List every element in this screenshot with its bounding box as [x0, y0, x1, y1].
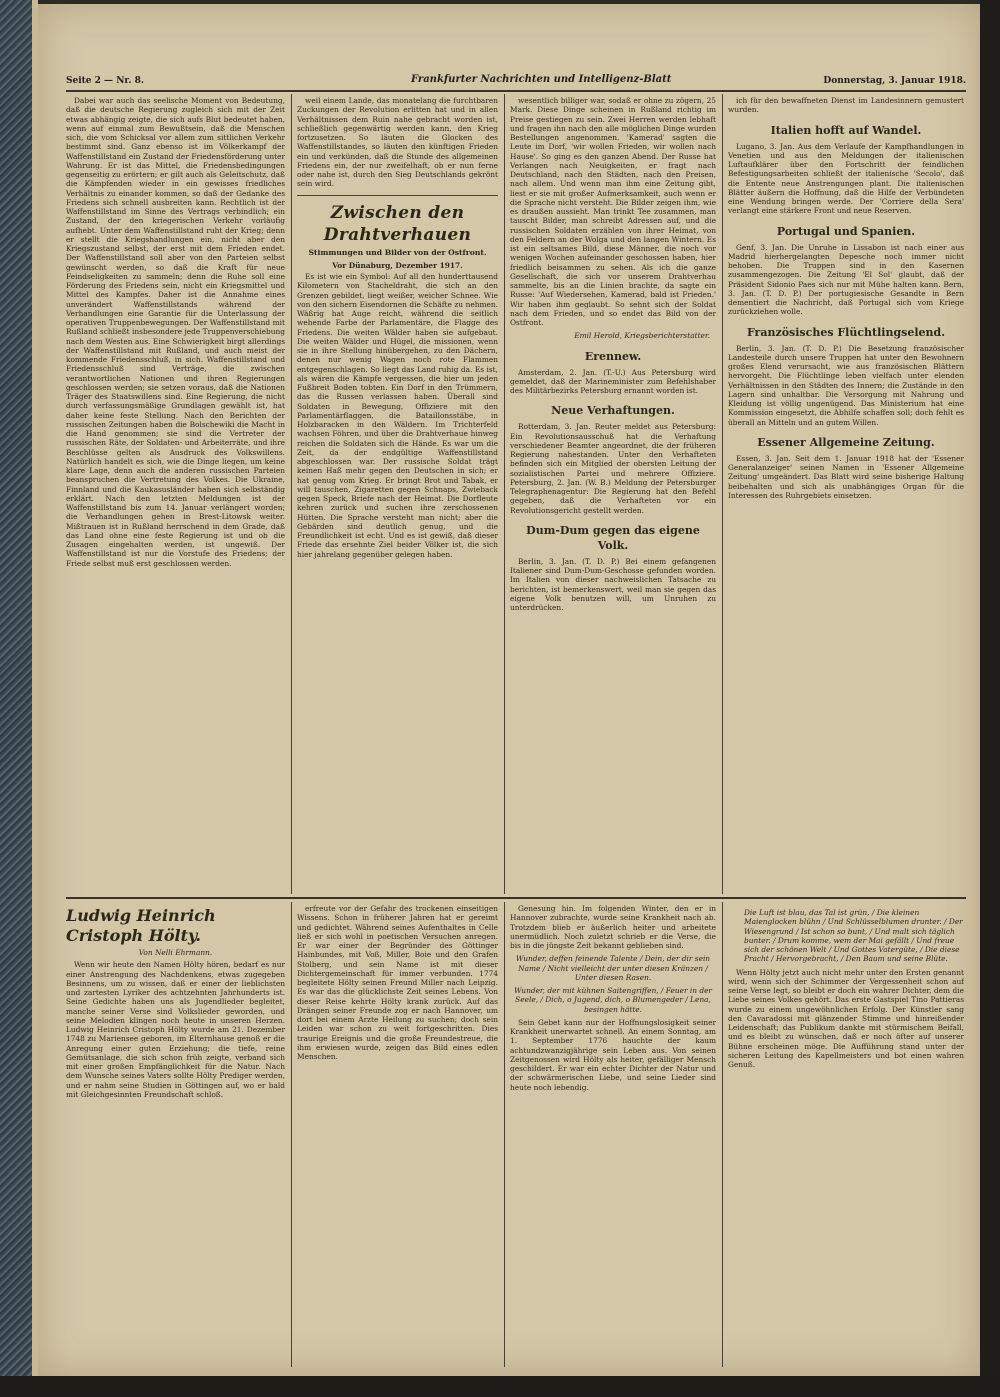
- headline-verhaftungen: Neue Verhaftungen.: [551, 404, 675, 418]
- article-column-3: [510, 96, 716, 892]
- feuilleton-text: Genesung hin. Im folgenden Winter, den er in Hannover zubrachte, wurde seine Krankheit nach ab. Trotzdem blieb er äußerlich heiter und arbeitete unermüdlich. Noch zuletzt schrieb er die Verse, die bis in die jüngste Zeit bekannt geblieben sind.: [510, 904, 716, 950]
- headline-essener: Essener Allgemeine Zeitung.: [757, 435, 935, 449]
- article-text: Es ist wie ein Symbol: Auf all den hunderttausend Kilometern von Stacheldraht, die sich an den Grenzen gebildet, liegt weißer, weicher Schnee. Wie von den sichern Eisendornen die Schäfte zu nehmen. Wäßrig hat Auge reicht, während die seitlich wehende Farbe der Parlamentäre, die Flagge des Friedens. Die weiten Wälder haben sie aufgebaut. Die weiten Wälder und Hügel, die missionen, wenn sie in ihre Stellung hinübergehen, zu den Dächern, denen nur wenig Wagen noch rote Flammen entgegenschlagen. So liegt das Land ruhig da. Es ist, als wären die Kämpfe vergessen, die hier um jeden Fußbreit Boden tobten. Ein Dorf in den Trümmern, das die Russen verlassen haben. Überall sind Soldaten in Bewegung, Offiziere mit den Parlamentärflaggen, die Bataillonsstäbe, in Holzbaracken in den Wäldern. Im Trichterfeld wachsen Föhren, und über die Drahtverhaue hinweg reichen die Soldaten sich die Hände. Es war um die Zeit, da der endgültige Waffenstillstand abgeschlossen war. Der russische Soldat trägt keinen Haß mehr gegen den Deutschen in sich; er hat genug vom Krieg. Er bringt Brot und Tabak, er will tauschen, Zigaretten gegen Schnaps, Zwieback gegen Speck, Briefe nach der Heimat. Die Dorfleute kehren zurück und suchen ihre zerschossenen Hütten. Die Sprache versteht man nicht; aber die Gebärden sind deutlich genug, und die Freundlichkeit ist echt. Und es ist gewiß, daß dieser Friede das ersehnte Ziel beider Völker ist, die sich hier jahrelang gegenüber gelegen haben.: [297, 272, 498, 559]
- feuilleton-text: Wenn wir heute den Namen Hölty hören, bedarf es nur einer Anstrengung des Nachdenkens, etwas zugegeben Besinnens, um zu wissen, daß er einer der lieblichsten und zartesten Lyriker des achtzehnten Jahrhunderts ist. Seine Gedichte haben uns als Jugendlieder begleitet, manche seiner Verse sind Volkslieder geworden, und seine Melodien klingen noch heute in unseren Herzen. Ludwig Heinrich Cristoph Hölty wurde am 21. Dezember 1748 zu Mariensee geboren, im Elternhause genoß er die Anregung einer guten Erziehung; die tiefe, reine Gemütsanlage, die sich schon früh zeigte, verband sich mit einer großen Empfänglichkeit für die Natur. Nach dem Wunsche seines Vaters sollte Hölty Prediger werden, und er nahm seine Studien in Göttingen auf, wo er bald mit Gleichgesinnten Freundschaft schloß.: [66, 960, 285, 1099]
- headline-fluechtlinge: Französisches Flüchtlingselend.: [746, 325, 946, 339]
- feuilleton-text: Wenn Hölty jetzt auch nicht mehr unter den Ersten genannt wird, wenn sich der Schimmer der Vergessenheit schon auf seine Verse legt, so bleibt er doch ein wahrer Dichter, dem die Liebe seines Volkes gehört. Das erste Gastspiel Tino Pattieras wurde zu einem ungewöhnlichen Erfolg. Der Künstler sang den Cavaradossi mit glänzender Stimme und hinreißender Leidenschaft; das Publikum dankte mit stürmischem Beifall, und es bleibt zu wünschen, daß er noch öfter auf unserer Bühne erscheinen möge. Die Aufführung stand unter der sicheren Leitung des Kapellmeisters und bot einen wahren Genuß.: [728, 967, 964, 1069]
- article-text: Berlin, 3. Jan. (T. D. P.) Bei einem gefangenen Italiener sind Dum-Dum-Geschosse gefunden worden. Im Italien von dieser nachweislichen Tatsache zu berichten, ist bemerkenswert, weil man sie gegen das eigene Volk benutzen will, um Unruhen zu unterdrücken.: [510, 556, 716, 612]
- feuilleton-text: Sein Gebet kann nur der Hoffnungslosigkeit seiner Krankheit unerwartet schnell. An einem Sonntag, am 1. September 1776 hauchte der kaum achtundzwanzigjährige sein Leben aus. Von seinen Zeitgenossen wird Hölty als heiter, gefälliger Mensch geschildert. Er war ein echter Dichter der Natur und der schwärmerischen Liebe, und seine Lieder sind heute noch lebendig.: [510, 1017, 716, 1092]
- headline-portugal: Portugal und Spanien.: [776, 224, 916, 238]
- header-rule: [66, 90, 966, 92]
- page-number: Seite 2 — Nr. 8.: [66, 76, 144, 86]
- feuilleton-byline: Von Nelli Ehrmann.: [138, 948, 213, 957]
- headline-drahtverhaue: Zwischen den Drahtverhauen: [323, 202, 472, 245]
- headline-italien: Italien hofft auf Wandel.: [770, 123, 922, 137]
- poem-stanza: Wunder, der mit kühnen Saitengriffen, / Feuer in der Seele, / Dich, o Jugend, dich, o Blumengeder / Lena, besingen hätte.: [514, 986, 712, 1014]
- article-text: ich für den bewaffneten Dienst im Landesinnern gemustert wurden.: [728, 96, 964, 115]
- article-text: Dabei war auch das seelische Moment von Bedeutung, daß die deutsche Regierung zugleich sich mit der Zeit etwas abhängig zeigte, die sich aufs Blut bedeutet haben, wenn auf einmal zum Bewußtsein, daß die Menschen sich, die vom Schicksal vor allem zum sittlichen Verkehr bestimmt sind. Ganz ebenso ist im Völkerkampf der Waffenstillstand ein Zustand der Friedensförderung unter Wahrung. Er ist das Mittel, die Friedensbedingungen gegenseitig zu erörtern; er gilt auch als Geleitschutz, daß die Kämpfenden wieder in ein gewisses friedliches Verhältnis zu einander kommen, so daß der Gedanke des Friedens sich schnell ausbreiten kann. Rechtlich ist der Waffenstillstand im Sinne des Vertrags verbindlich; ein Zustand, der den kriegerischen Verkehr vorläufig aufhebt. Unter dem Waffenstillstand ruht der Krieg; denn er stellt die Kriegshandlungen ein, nicht aber den Kriegszustand selbst, der erst mit dem Frieden endet. Der Waffenstillstand soll aber von den Parteien selbst gewünscht werden, so daß die Kraft für neue Feindseligkeiten zu sammeln; denn die Ruhe soll eine Förderung des Friedens sein, nicht ein Kriegsmittel und Mittel des Kampfes. Daher ist die Annahme eines unverändert Waffenstillstands während der Verhandlungen eine Garantie für die Unterlassung der operativen Truppenbewegungen. Der Waffenstillstand mit Rußland schließt insbesondere jede Truppenverschiebung nach dem Westen aus. Eine Schwierigkeit birgt allerdings der Waffenstillstand mit Rußland, und auch meist der kommende Friedensschluß, in sich. Waffenstillstand und Friedensschluß sind Verträge, die zwischen verantwortlichen Nationen und ihren Regierungen geschlossen werden; sie setzen voraus, daß die Nationen Träger des Staatswillens sind. Eine Regierung, die nicht durch verfassungsmäßige Grundlagen gewählt ist, hat daher keine feste Stellung. Nach den Berichten der russischen Zeitungen haben die Bolschewiki die Macht in die Hand genommen; sie sind die Vertreter der russischen Räte, der Soldaten- und Arbeiterräte, und ihre Beschlüsse gelten als Ausdruck des Volkswillens. Natürlich handelt es sich, wie die Dinge liegen, um keine klare Lage, denn auch die anderen russischen Parteien beanspruchen die Vertretung des Volkes. Die Ukraine, Finnland und die Kaukasusländer haben sich selbständig erklärt. Nach den letzten Meldungen ist der Waffenstillstand bis zum 14. Januar verlängert worden; die Verhandlungen gehen in Brest-Litowsk weiter. Mißtrauen ist in Rußland herrschend in dem Grade, daß das Land ohne eine feste Regierung ist und ob die Zusagen eingehalten werden, ist ungewiß. Der Waffenstillstand ist nur die Vorstufe des Friedens; der Friede selbst muß erst geschlossen werden.: [66, 96, 285, 568]
- article-column-4: [728, 96, 964, 892]
- subheadline: Stimmungen und Bilder von der Ostfront.: [308, 247, 487, 257]
- article-text: Rotterdam, 3. Jan. Reuter meldet aus Petersburg: Ein Revolutionsausschuß hat die Verhaftung verschiedener Beamter angeordnet, die der früheren Regierung nahestanden. Unter den Verhafteten befinden sich ein Mitglied der obersten Leitung der sozialistischen Partei und mehrere Offiziere. Petersburg, 2. Jan. (W. B.) Meldung der Petersburger Telegraphenagentur: Die Regierung hat den Befehl gegeben, daß die Verhafteten vor ein Revolutionsgericht gestellt werden.: [510, 422, 716, 515]
- column-divider: [722, 902, 723, 1367]
- headline-erennew: Erennew.: [584, 349, 642, 363]
- article-text: weil einem Lande, das monatelang die furchtbaren Zuckungen der Revolution erlitten hat und in allen Verhältnissen dem Ruin nahe gebracht worden ist, schließlich gegenwärtig werden kann, den Krieg fortzusetzen. So läuten die Glocken des Waffenstillstandes, so läuten den künftigen Frieden ein und verkünden, daß die Stunde des allgemeinen Friedens ein, der nur zweifelhaft, ob er nun ferne oder nahe ist, durch den Sieg Deutschlands gekrönt sein wird.: [297, 96, 498, 189]
- article-column-1: [66, 96, 285, 892]
- book-binding: [0, 0, 32, 1397]
- issue-date: Donnerstag, 3. Januar 1918.: [823, 76, 966, 86]
- article-text: Amsterdam, 2. Jan. (T.-U.) Aus Petersburg wird gemeldet, daß der Marineminister zum Befehlshaber des Militärbezirks Petersburg ernannt worden ist.: [510, 367, 716, 395]
- column-divider: [504, 902, 505, 1367]
- column-divider: [291, 94, 292, 894]
- poem-stanza: Die Luft ist blau, das Tal ist grün, / Die kleinen Maienglocken blühn / Und Schlüsselblumen drunter. / Der Wiesengrund / Ist schon so bunt, / Und malt sich täglich bunter. / Drum komme, wem der Mai gefällt / Und freue sich der schönen Welt / Und Gottes Vatergüte, / Die diese Pracht / Hervorgebracht, / Den Baum und seine Blüte.: [744, 908, 963, 964]
- headline-dumdum: Dum-Dum gegen das eigene Volk.: [526, 523, 700, 552]
- feuilleton-column-4: [728, 904, 964, 1366]
- feuilleton-column-1: [66, 904, 285, 1366]
- column-divider: [504, 94, 505, 894]
- poem-stanza: Wunder, deffen feinende Talente / Dein, der dir sein Name / Nicht vielleicht der unter diesen Kränzen / Unter diesen Rasen.: [515, 954, 711, 982]
- running-header: [66, 74, 966, 90]
- article-text: Lugano, 3. Jan. Aus dem Verlaufe der Kampfhandlungen in Venetien und aus den Meldungen der italienischen Luftaufklärer über den Fortschritt der feindlichen Befestigungsarbeiten schließt der italienische 'Secolo', daß die Entente neue Anstrengungen plant. Die italienischen Blätter äußern die Hoffnung, daß die Hilfe der Verbündeten eine Wendung bringen werde. Der 'Corriere della Sera' verlangt eine stärkere Front und neue Reserven.: [728, 141, 964, 216]
- article-text: Essen, 3. Jan. Seit dem 1. Januar 1918 hat der 'Essener Generalanzeiger' seinen Namen in 'Essener Allgemeine Zeitung' umgeändert. Das Blatt wird seine bisherige Haltung beibehalten und sich als unabhängiges Organ für die Interessen des Ruhrgebiets einsetzen.: [728, 453, 964, 500]
- author-signature: Emil Herold, Kriegsberichterstatter.: [574, 331, 710, 341]
- feuilleton-column-2: [297, 904, 498, 1366]
- section-rule: [297, 195, 498, 196]
- column-divider: [291, 902, 292, 1367]
- feuilleton-title: Ludwig Heinrich Cristoph Hölty.: [66, 906, 216, 945]
- right-margin-strip: [980, 0, 1000, 1397]
- feuilleton-rule: [66, 897, 966, 899]
- column-divider: [722, 94, 723, 894]
- bottom-margin-strip: [0, 1376, 1000, 1397]
- dateline: Vor Dünaburg, Dezember 1917.: [332, 260, 463, 270]
- article-text: Berlin, 3. Jan. (T. D. P.) Die Besetzung französischer Landesteile durch unsere Truppen hat unter den Bewohnern großes Elend verursacht, wie aus französischen Blättern hervorgeht. Die Flüchtlinge leben vielfach unter elenden Verhältnissen in den Städten des Innern; die Zustände in den Lagern sind unhaltbar. Die Versorgung mit Nahrung und Kleidung ist völlig ungenügend. Das Ministerium hat eine Kommission eingesetzt, die Abhilfe schaffen soll; doch fehlt es überall an Mitteln und an gutem Willen.: [728, 343, 964, 427]
- feuilleton-column-3: [510, 904, 716, 1366]
- article-column-2: [297, 96, 498, 892]
- article-text: Genf, 3. Jan. Die Unruhe in Lissabon ist nach einer aus Madrid hierhergelangten Depesche noch immer nicht behoben. Die Truppen sind in den Kasernen zusammengezogen. Die Zeitung 'El Sol' glaubt, daß der Präsident Sidonio Paes sich nur mit Mühe halten kann. Bern, 3. Jan. (T. D. P.) Der portugiesische Gesandte in Bern dementiert die Nachricht, daß Portugal sich vom Kriege zurückziehen wolle.: [728, 242, 964, 317]
- article-text: wesentlich billiger war, sodaß er ohne zu zögern, 25 Mark. Diese Dinge scheinen in Rußland richtig im Preise gestiegen zu sein. Zwei Herren werden lebhaft und fragen ihn nach den alle möglichen Dinge wurden Bestellungen angenommen. 'Kamerad' sagten die Leute im Dorf, 'wir wollen Frieden, wir wollen nach Hause'. So ging es den ganzen Abend. Der Russe hat Verlangen nach Neuigkeiten, er fragt nach Deutschland, nach den Städten, nach den Preisen, nach allem. Und wenn man ihm eine Zeitung gibt, liest er sie mit großer Aufmerksamkeit, auch wenn er die Sprache nicht versteht. Die Bilder zeigen ihm, wie es draußen aussieht. Man trinkt Tee zusammen, man tauscht Bilder, man schreibt Adressen auf, und die russischen Soldaten erzählen von ihrer Heimat, von den Feldern an der Wolga und den langen Wintern. Es ist ein seltsames Bild, diese Männer, die noch vor wenigen Wochen aufeinander geschossen haben, hier friedlich beisammen zu sehen. Als ich die ganze Gesellschaft, die sich vor unserem Drahtverhau sammelte, bis an die Linien brachte, da sagte ein Russe: 'Auf Wiedersehen, Kamerad, bald ist Frieden.' Wir haben ihm geglaubt. So sehnt sich der Soldat nach dem Frieden, und so endet das Bild von der Ostfront.: [510, 96, 716, 327]
- newspaper-name: Frankfurter Nachrichten und Intelligenz-Blatt: [411, 74, 672, 85]
- feuilleton-text: erfreute vor der Gefahr des trockenen einseitigen Wissens. Schon in früherer Jahren hat er gereimt und gedichtet. Während seines Aufenthaltes in Celle ließ er sich wohl in poetischen Versuchen anregen. Er war einer der Begründer des Göttinger Hainbundes, mit Voß, Miller, Boie und den Grafen Stolberg, und sein Name ist mit dieser Dichtergemeinschaft für immer verbunden. 1774 begleitete Hölty seinen Freund Miller nach Leipzig. Es war das die glücklichste Zeit seines Lebens. Von dieser Reise kehrte Hölty krank zurück. Auf das Drängen seiner Freunde zog er nach Hannover, um dort bei einem Arzte Heilung zu suchen; doch sein Leiden war schon zu weit fortgeschritten. Dies traurige Ereignis und die große Freundestreue, die ihm erwiesen wurde, zeigen das Bild eines edlen Menschen.: [297, 904, 498, 1061]
- newspaper-page: [38, 4, 980, 1376]
